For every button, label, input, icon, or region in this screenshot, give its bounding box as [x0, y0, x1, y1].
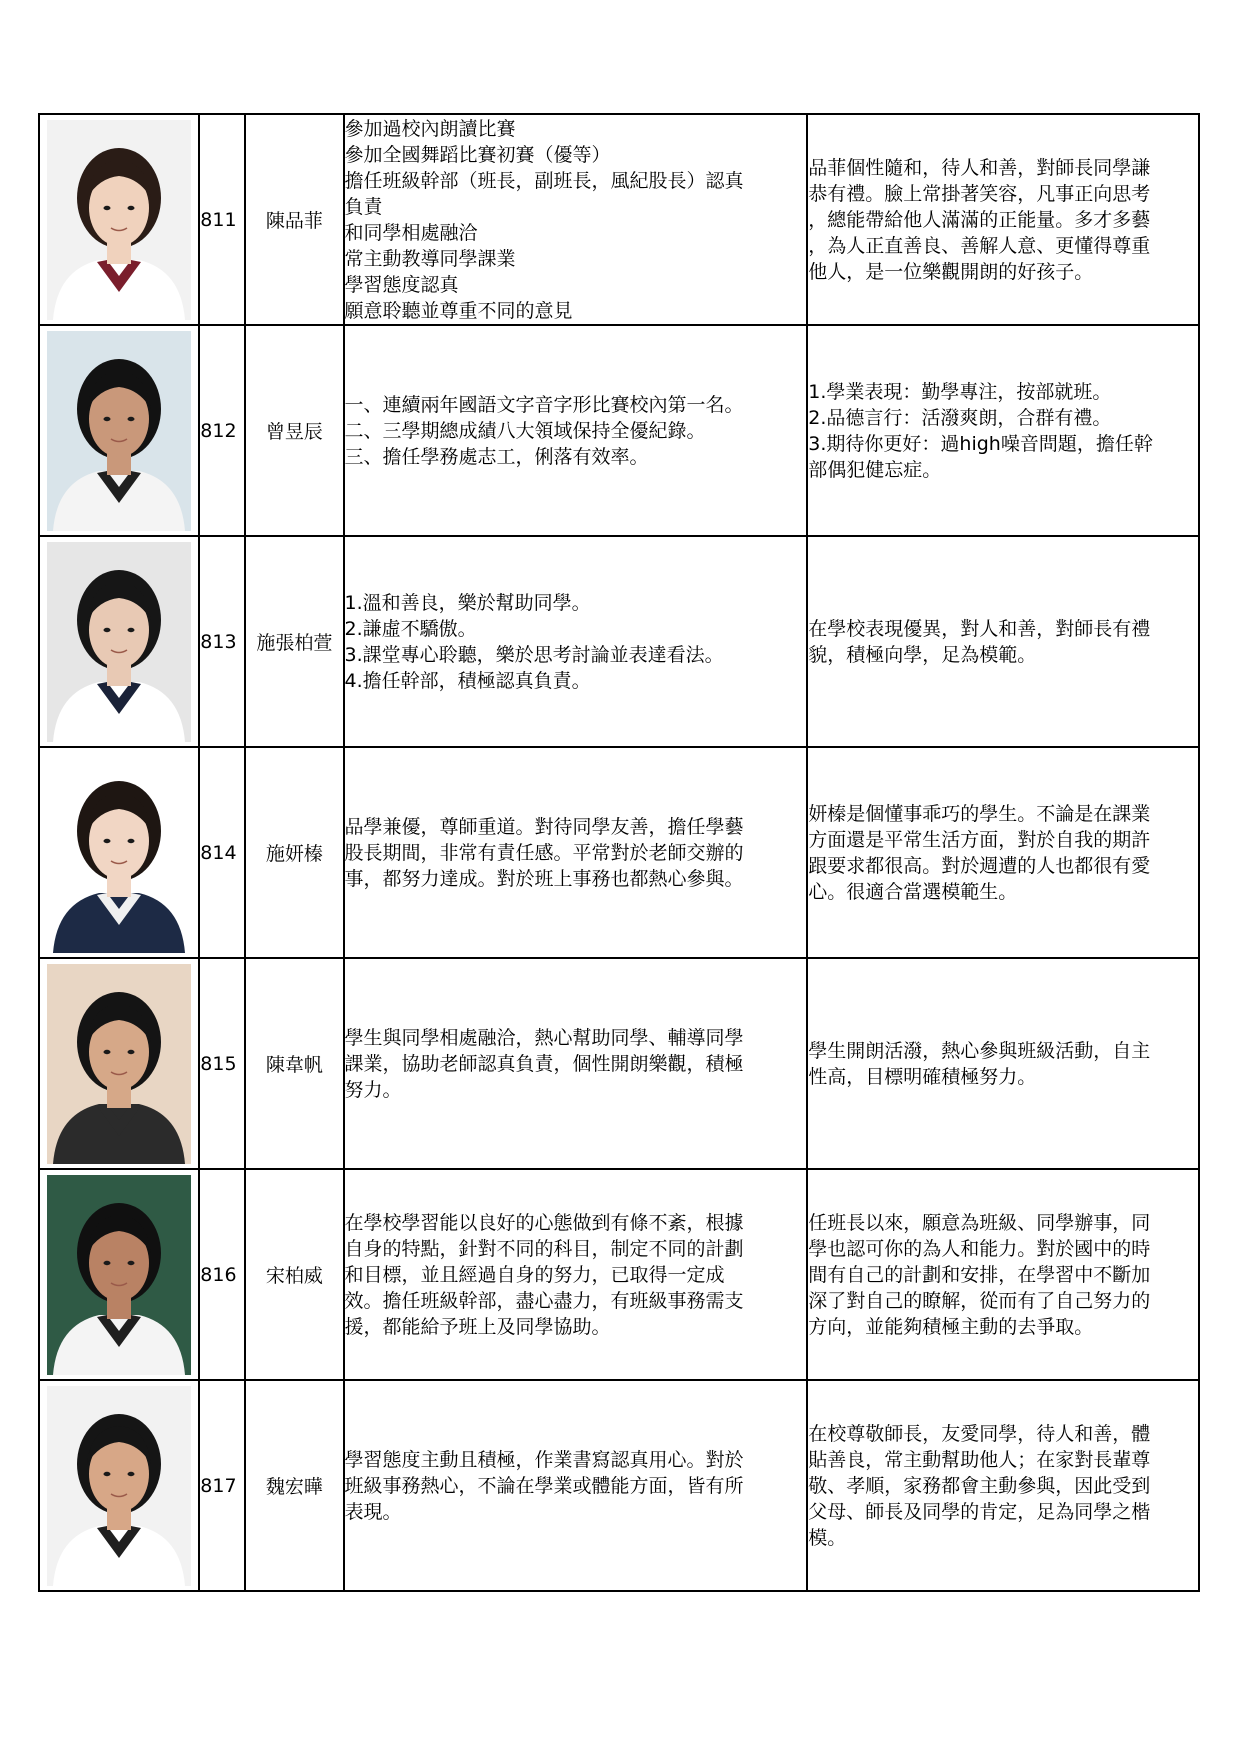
student-row — [39, 958, 1199, 1169]
record-line: 效。擔任班級幹部，盡心盡力，有班級事務需支 — [344, 1289, 744, 1312]
record-line: 參加全國舞蹈比賽初賽（優等） — [344, 143, 611, 166]
comment-line: 敬、孝順，家務都會主動參與，因此受到 — [808, 1474, 1151, 1497]
class-number: 814 — [199, 747, 245, 958]
student-photo-cell — [39, 1169, 199, 1380]
portrait-eye-left — [104, 838, 111, 842]
record-line: 表現。 — [344, 1500, 402, 1523]
comment-line: 恭有禮。臉上常掛著笑容，凡事正向思考 — [808, 182, 1151, 205]
student-row — [39, 114, 1199, 325]
portrait-eye-left — [104, 1471, 111, 1475]
class-number: 816 — [199, 1169, 245, 1380]
comment-line: 部偶犯健忘症。 — [808, 458, 942, 481]
record-line: 三、擔任學務處志工，俐落有效率。 — [344, 445, 649, 468]
portrait-eye-right — [128, 627, 135, 631]
portrait-eye-right — [128, 1260, 135, 1264]
record-line: 負責 — [344, 195, 383, 218]
student-portrait — [47, 120, 191, 320]
comment-line: 品菲個性隨和，待人和善，對師長同學謙 — [808, 156, 1151, 179]
record-line: 學生與同學相處融洽，熱心幫助同學、輔導同學 — [344, 1026, 744, 1049]
student-record — [344, 536, 808, 747]
roster-body — [39, 114, 1199, 1591]
comment-line: 學也認可你的為人和能力。對於國中的時 — [808, 1237, 1151, 1260]
comment-line: 深了對自己的瞭解，從而有了自己努力的 — [808, 1289, 1151, 1312]
portrait-eye-right — [128, 205, 135, 209]
comment-line: ，總能帶給他人滿滿的正能量。多才多藝 — [808, 208, 1151, 231]
student-row — [39, 536, 1199, 747]
comment-line: 父母、師長及同學的肯定，足為同學之楷 — [808, 1500, 1151, 1523]
student-name: 宋柏威 — [245, 1169, 343, 1380]
class-number: 813 — [199, 536, 245, 747]
comment-line: 3.期待你更好：過high噪音問題，擔任幹 — [808, 432, 1153, 455]
student-portrait — [47, 753, 191, 953]
comment-line: 方向，並能夠積極主動的去爭取。 — [808, 1315, 1094, 1338]
record-line: 擔任班級幹部（班長，副班長，風紀股長）認真 — [344, 169, 744, 192]
teacher-comment — [807, 1169, 1199, 1380]
student-photo-cell — [39, 536, 199, 747]
record-line: 努力。 — [344, 1078, 402, 1101]
portrait-eye-left — [104, 1260, 111, 1264]
record-line: 願意聆聽並尊重不同的意見 — [344, 299, 573, 322]
record-line: 品學兼優，尊師重道。對待同學友善，擔任學藝 — [344, 815, 744, 838]
comment-line: 2.品德言行：活潑爽朗，合群有禮。 — [808, 406, 1112, 429]
comment-line: 方面還是平常生活方面，對於自我的期許 — [808, 828, 1151, 851]
comment-line: ，為人正直善良、善解人意、更懂得尊重 — [808, 234, 1151, 257]
record-line: 3.課堂專心聆聽，樂於思考討論並表達看法。 — [344, 643, 724, 666]
portrait-eye-right — [128, 1049, 135, 1053]
student-record — [344, 1169, 808, 1380]
student-name: 施張柏萱 — [245, 536, 343, 747]
comment-line: 貌，積極向學，足為模範。 — [808, 643, 1037, 666]
teacher-comment — [807, 325, 1199, 536]
portrait-eye-right — [128, 416, 135, 420]
comment-line: 學生開朗活潑，熱心參與班級活動，自主 — [808, 1039, 1151, 1062]
comment-line: 模。 — [808, 1526, 847, 1549]
portrait-eye-right — [128, 838, 135, 842]
student-record — [344, 958, 808, 1169]
student-name: 曾昱辰 — [245, 325, 343, 536]
student-photo-cell — [39, 747, 199, 958]
student-photo-cell — [39, 1380, 199, 1591]
student-record — [344, 114, 808, 325]
teacher-comment — [807, 958, 1199, 1169]
comment-line: 任班長以來，願意為班級、同學辦事，同 — [808, 1211, 1151, 1234]
student-row — [39, 747, 1199, 958]
record-line: 學習態度主動且積極，作業書寫認真用心。對於 — [344, 1448, 744, 1471]
student-portrait — [47, 331, 191, 531]
record-line: 常主動教導同學課業 — [344, 247, 516, 270]
portrait-eye-left — [104, 205, 111, 209]
student-portrait — [47, 542, 191, 742]
student-record — [344, 325, 808, 536]
record-line: 和同學相處融洽 — [344, 221, 478, 244]
record-line: 援，都能給予班上及同學協助。 — [344, 1315, 611, 1338]
record-line: 4.擔任幹部，積極認真負責。 — [344, 669, 591, 692]
portrait-eye-left — [104, 627, 111, 631]
record-line: 二、三學期總成績八大領域保持全優紀錄。 — [344, 419, 706, 442]
student-photo-cell — [39, 114, 199, 325]
comment-line: 1.學業表現：勤學專注，按部就班。 — [808, 380, 1112, 403]
teacher-comment — [807, 1380, 1199, 1591]
record-line: 股長期間，非常有責任感。平常對於老師交辦的 — [344, 841, 744, 864]
student-name: 陳韋帆 — [245, 958, 343, 1169]
comment-line: 心。很適合當選模範生。 — [808, 880, 1018, 903]
record-line: 一、連續兩年國語文字音字形比賽校內第一名。 — [344, 393, 744, 416]
student-name: 魏宏曄 — [245, 1380, 343, 1591]
class-number: 817 — [199, 1380, 245, 1591]
comment-line: 性高，目標明確積極努力。 — [808, 1065, 1037, 1088]
portrait-eye-left — [104, 416, 111, 420]
student-row — [39, 1169, 1199, 1380]
student-photo-cell — [39, 325, 199, 536]
student-portrait — [47, 1175, 191, 1375]
record-line: 學習態度認真 — [344, 273, 459, 296]
comment-line: 在校尊敬師長，友愛同學，待人和善，體 — [808, 1422, 1151, 1445]
teacher-comment — [807, 536, 1199, 747]
comment-line: 間有自己的計劃和安排，在學習中不斷加 — [808, 1263, 1151, 1286]
teacher-comment — [807, 114, 1199, 325]
portrait-eye-right — [128, 1471, 135, 1475]
class-number: 812 — [199, 325, 245, 536]
record-line: 事，都努力達成。對於班上事務也都熱心參與。 — [344, 867, 744, 890]
record-line: 和目標，並且經過自身的努力，已取得一定成 — [344, 1263, 725, 1286]
student-record — [344, 1380, 808, 1591]
student-row — [39, 325, 1199, 536]
class-number: 811 — [199, 114, 245, 325]
comment-line: 妍榛是個懂事乖巧的學生。不論是在課業 — [808, 802, 1151, 825]
record-line: 2.謙虛不驕傲。 — [344, 617, 477, 640]
student-record — [344, 747, 808, 958]
student-portrait — [47, 1386, 191, 1586]
record-line: 班級事務熱心，不論在學業或體能方面，皆有所 — [344, 1474, 744, 1497]
student-name: 施妍榛 — [245, 747, 343, 958]
student-roster-table — [38, 113, 1200, 1592]
record-line: 自身的特點，針對不同的科目，制定不同的計劃 — [344, 1237, 744, 1260]
class-number: 815 — [199, 958, 245, 1169]
student-name: 陳品菲 — [245, 114, 343, 325]
record-line: 參加過校內朗讀比賽 — [344, 117, 516, 140]
student-photo-cell — [39, 958, 199, 1169]
portrait-eye-left — [104, 1049, 111, 1053]
comment-line: 貼善良，常主動幫助他人；在家對長輩尊 — [808, 1448, 1151, 1471]
comment-line: 他人，是一位樂觀開朗的好孩子。 — [808, 260, 1094, 283]
record-line: 1.溫和善良，樂於幫助同學。 — [344, 591, 591, 614]
record-line: 在學校學習能以良好的心態做到有條不紊，根據 — [344, 1211, 744, 1234]
record-line: 課業，協助老師認真負責，個性開朗樂觀，積極 — [344, 1052, 744, 1075]
comment-line: 在學校表現優異，對人和善，對師長有禮 — [808, 617, 1151, 640]
teacher-comment — [807, 747, 1199, 958]
comment-line: 跟要求都很高。對於週遭的人也都很有愛 — [808, 854, 1151, 877]
student-row — [39, 1380, 1199, 1591]
student-portrait — [47, 964, 191, 1164]
